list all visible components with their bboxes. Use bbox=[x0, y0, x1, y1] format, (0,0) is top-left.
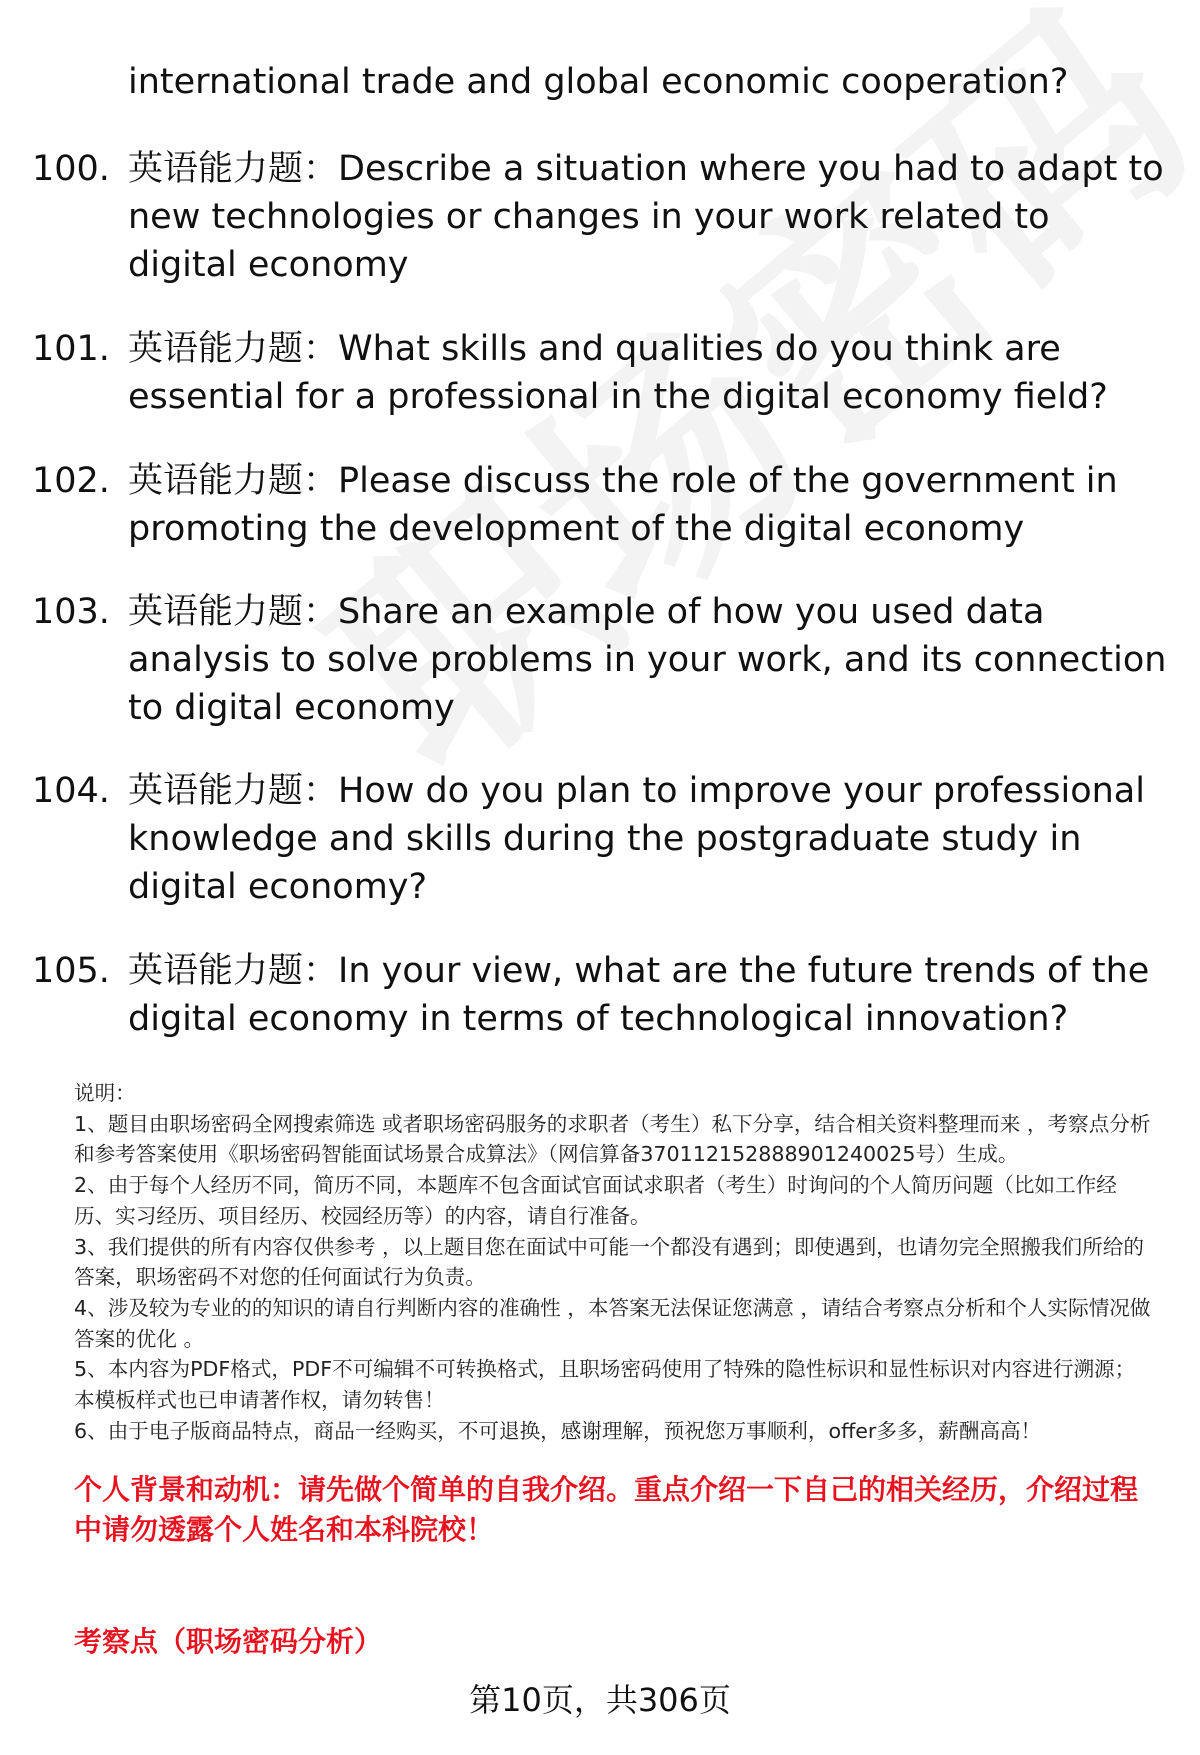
question-text: 英语能力题：How do you plan to improve your professional knowledge and skills during the postgraduate study in digital economy? bbox=[128, 771, 1145, 907]
question-number: 102. bbox=[32, 461, 110, 501]
question-number: 105. bbox=[32, 951, 110, 991]
question-number: 103. bbox=[32, 592, 110, 632]
question-number: 101. bbox=[32, 329, 110, 369]
question-text: 英语能力题：Describe a situation where you had to adapt to new technologies or changes in your work related to digital economy bbox=[128, 149, 1164, 285]
note-item: 1、题目由职场密码全网搜索筛选 或者职场密码服务的求职者（考生）私下分享，结合相关资料整理而来 ，考察点分析和参考答案使用《职场密码智能面试场景合成算法》（网信算备370112152888901240025号）生成。 bbox=[74, 1111, 1151, 1167]
note-item: 4、涉及较为专业的的知识的请自行判断内容的准确性 ，本答案无法保证您满意 ，请结合考察点分析和个人实际情况做答案的优化 。 bbox=[74, 1295, 1151, 1351]
note-item: 2、由于每个人经历不同，简历不同，本题库不包含面试官面试求职者（考生）时询问的个人简历问题（比如工作经历、实习经历、项目经历、校园经历等）的内容，请自行准备。 bbox=[74, 1173, 1117, 1228]
note-item: 6、由于电子版商品特点，商品一经购买，不可退换，感谢理解，预祝您万事顺利，offer多多，薪酬高高！ bbox=[74, 1418, 1042, 1443]
question-continuation: international trade and global economic cooperation? bbox=[128, 62, 1069, 102]
question-number: 104. bbox=[32, 771, 110, 811]
highlight-question: 个人背景和动机：请先做个简单的自我介绍。重点介绍一下自己的相关经历，介绍过程中请勿透露个人姓名和本科院校！ bbox=[74, 1473, 1139, 1546]
question-text: 英语能力题：In your view, what are the future trends of the digital economy in terms of technological innovation? bbox=[128, 951, 1150, 1039]
note-item: 3、我们提供的所有内容仅供参考 ，以上题目您在面试中可能一个都没有遇到；即使遇到，也请勿完全照搬我们所给的答案，职场密码不对您的任何面试行为负责。 bbox=[74, 1234, 1144, 1290]
notes-section bbox=[74, 1078, 1154, 1446]
note-item: 5、本内容为PDF格式，PDF不可编辑不可转换格式，且职场密码使用了特殊的隐性标识和显性标识对内容进行溯源；本模板样式也已申请著作权，请勿转售！ bbox=[74, 1357, 1136, 1413]
notes-title: 说明： bbox=[74, 1081, 136, 1105]
question-number: 100. bbox=[32, 149, 110, 189]
question-text: 英语能力题：What skills and qualities do you think are essential for a professional in the digital economy field? bbox=[128, 329, 1108, 417]
question-text: 英语能力题：Please discuss the role of the government in promoting the development of the digital economy bbox=[128, 461, 1118, 549]
section-heading: 考察点（职场密码分析） bbox=[74, 1625, 383, 1658]
question-text: 英语能力题：Share an example of how you used data analysis to solve problems in your work, and its connection to digital economy bbox=[128, 592, 1167, 728]
page-footer: 第10页，共306页 bbox=[469, 1681, 731, 1719]
